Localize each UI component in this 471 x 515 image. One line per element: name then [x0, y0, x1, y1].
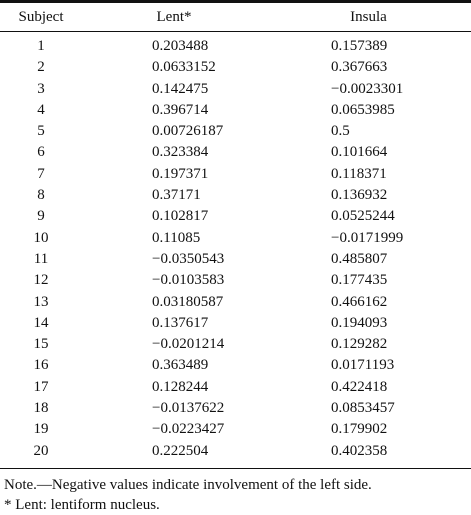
- cell-lent: 0.11085: [152, 229, 201, 246]
- cell-subject: 7: [37, 165, 45, 182]
- table-row: [0, 164, 471, 185]
- cell-insula: 0.136932: [331, 187, 388, 204]
- cell-insula: 0.157389: [331, 38, 388, 54]
- cell-subject: 16: [33, 357, 49, 374]
- table-row: [0, 398, 471, 419]
- table-row: [0, 32, 471, 57]
- note-text: Note.—Negative values indicate involvement of the left side.: [4, 476, 372, 493]
- header-row: [0, 3, 471, 31]
- table-row: [0, 228, 471, 249]
- cell-lent: 0.323384: [152, 144, 209, 161]
- cell-subject: 12: [33, 272, 49, 289]
- cell-insula: 0.129282: [331, 336, 388, 353]
- header-lent: Lent*: [156, 9, 192, 25]
- cell-lent: 0.222504: [152, 442, 209, 459]
- cell-lent: 0.37171: [152, 187, 201, 204]
- table-row: [0, 292, 471, 313]
- cell-insula: 0.0525244: [331, 208, 395, 225]
- table-row: [0, 57, 471, 78]
- cell-insula: 0.118371: [331, 165, 387, 182]
- cell-subject: 9: [37, 208, 45, 225]
- table-row: [0, 142, 471, 163]
- table-row: [0, 377, 471, 398]
- cell-lent: 0.03180587: [152, 293, 224, 310]
- cell-lent: −0.0350543: [152, 250, 225, 267]
- cell-subject: 13: [33, 293, 49, 310]
- cell-insula: 0.5: [331, 123, 350, 140]
- cell-lent: −0.0201214: [152, 336, 225, 353]
- cell-lent: 0.197371: [152, 165, 209, 182]
- cell-lent: 0.203488: [152, 38, 209, 54]
- table-row: [0, 121, 471, 142]
- cell-subject: 11: [33, 250, 49, 267]
- table-row: [0, 185, 471, 206]
- cell-insula: 0.367663: [331, 59, 388, 76]
- table-row: [0, 334, 471, 355]
- cell-subject: 2: [37, 59, 45, 76]
- cell-insula: 0.422418: [331, 378, 388, 395]
- cell-lent: 0.0633152: [152, 59, 216, 76]
- cell-lent: −0.0137622: [152, 400, 225, 417]
- cell-lent: 0.102817: [152, 208, 209, 225]
- cell-subject: 4: [37, 101, 45, 118]
- cell-insula: −0.0171999: [331, 229, 404, 246]
- cell-lent: 0.396714: [152, 101, 209, 118]
- cell-insula: 0.0171193: [331, 357, 395, 374]
- cell-lent: 0.00726187: [152, 123, 224, 140]
- header-insula: Insula: [350, 9, 387, 25]
- table-row: [0, 419, 471, 440]
- cell-subject: 17: [33, 378, 49, 395]
- cell-insula: 0.101664: [331, 144, 388, 161]
- table-row: [0, 270, 471, 291]
- cell-subject: 20: [33, 442, 49, 459]
- cell-lent: −0.0223427: [152, 421, 225, 438]
- footnote-text: * Lent: lentiform nucleus.: [4, 496, 160, 513]
- table-row: [0, 441, 471, 468]
- cell-lent: 0.128244: [152, 378, 209, 395]
- header-subject: Subject: [18, 9, 64, 25]
- cell-subject: 14: [33, 314, 49, 331]
- cell-subject: 6: [37, 144, 45, 161]
- cell-subject: 5: [37, 123, 45, 140]
- cell-insula: 0.466162: [331, 293, 388, 310]
- table-row: [0, 249, 471, 270]
- data-table: [0, 3, 471, 31]
- cell-subject: 10: [33, 229, 49, 246]
- cell-lent: −0.0103583: [152, 272, 225, 289]
- cell-insula: 0.402358: [331, 442, 388, 459]
- data-table-body: [0, 32, 471, 468]
- table-row: [0, 313, 471, 334]
- cell-insula: 0.194093: [331, 314, 388, 331]
- cell-subject: 8: [37, 187, 45, 204]
- cell-subject: 18: [33, 400, 49, 417]
- cell-lent: 0.142475: [152, 80, 209, 97]
- cell-insula: −0.0023301: [331, 80, 404, 97]
- cell-lent: 0.363489: [152, 357, 209, 374]
- cell-insula: 0.0853457: [331, 400, 395, 417]
- table-row: [0, 355, 471, 376]
- cell-subject: 1: [37, 38, 45, 54]
- cell-insula: 0.0653985: [331, 101, 395, 118]
- table-notes: [0, 469, 471, 515]
- cell-insula: 0.177435: [331, 272, 388, 289]
- cell-subject: 19: [33, 421, 49, 438]
- table-row: [0, 206, 471, 227]
- cell-lent: 0.137617: [152, 314, 209, 331]
- cell-insula: 0.485807: [331, 250, 388, 267]
- cell-subject: 3: [37, 80, 45, 97]
- table-row: [0, 100, 471, 121]
- table-row: [0, 79, 471, 100]
- cell-insula: 0.179902: [331, 421, 388, 438]
- cell-subject: 15: [33, 336, 49, 353]
